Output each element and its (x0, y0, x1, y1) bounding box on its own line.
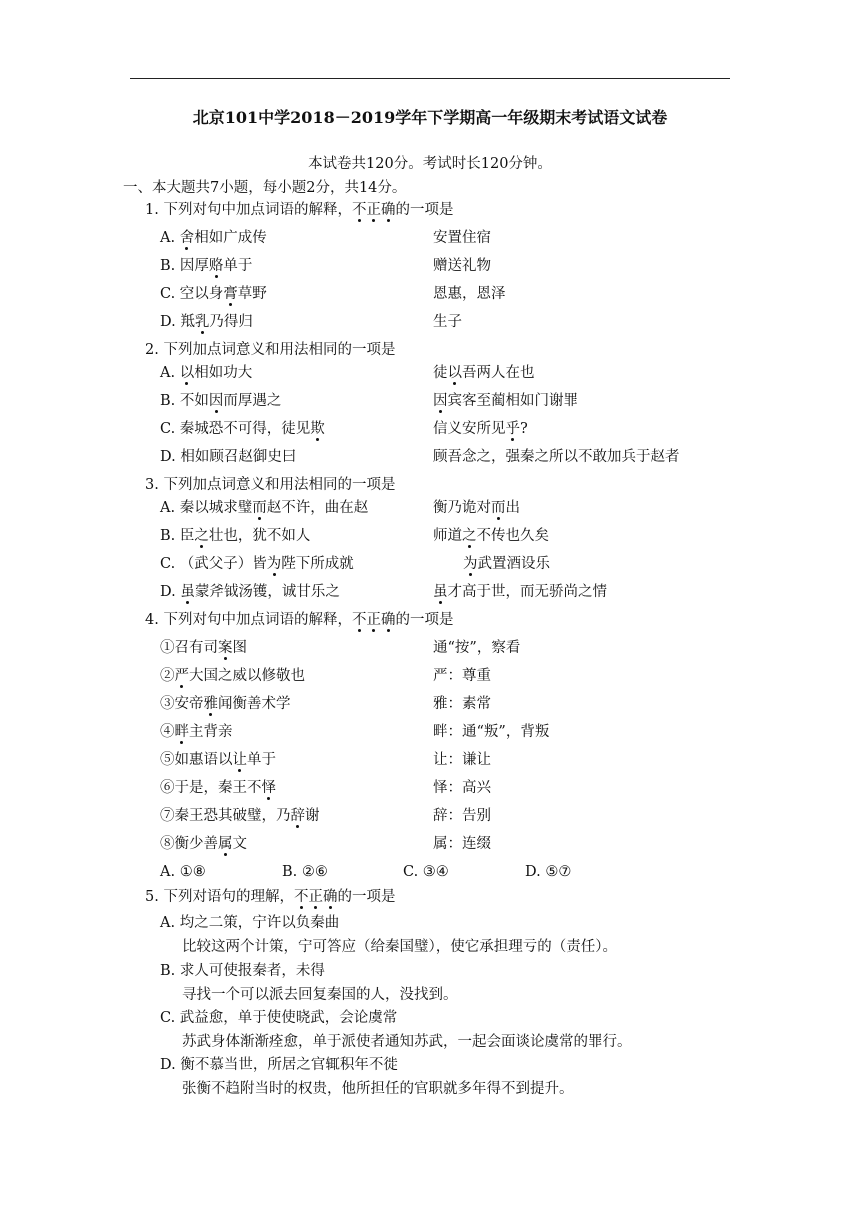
q3-option-a: A. 秦以城求璧而赵不许，曲在赵 (160, 500, 369, 516)
q4-item-3-gloss: 雅：素常 (433, 696, 491, 712)
q1-option-d: D. 羝乳乃得归 (160, 314, 253, 330)
q2-stem: 2. 下列加点词意义和用法相同的一项是 (145, 342, 396, 358)
q1-option-a-gloss: 安置住宿 (433, 230, 491, 246)
q5-option-d-explanation: 张衡不趋附当时的权贵，他所担任的官职就多年得不到提升。 (182, 1081, 574, 1097)
q5-option-d: D. 衡不慕当世，所居之官辄积年不徙 (160, 1057, 398, 1073)
q5-option-a-explanation: 比较这两个计策，宁可答应（给秦国璧），使它承担理亏的（责任）。 (182, 939, 617, 955)
q5-option-c: C. 武益愈，单于使使晓武，会论虞常 (160, 1010, 398, 1026)
q4-item-1: ①召有司案图 (160, 640, 247, 656)
q4-item-1-gloss: 通“按”，察看 (433, 640, 521, 656)
q2-option-a-right: 徒以吾两人在也 (433, 365, 535, 381)
q2-option-c-right: 信义安所见乎? (433, 421, 528, 437)
q1-option-b: B. 因厚赂单于 (160, 258, 253, 274)
q2-option-c: C. 秦城恐不可得，徒见欺 (160, 421, 325, 437)
q4-item-6-gloss: 怿：高兴 (433, 780, 491, 796)
q1-option-b-gloss: 赠送礼物 (433, 258, 491, 274)
exam-note: 本试卷共120分。考试时长120分钟。 (308, 156, 552, 172)
q4-item-8: ⑧衡少善属文 (160, 836, 247, 852)
q3-option-b-right: 师道之不传也久矣 (433, 528, 549, 544)
q3-option-d: D. 虽蒙斧钺汤镬，诚甘乐之 (160, 584, 340, 600)
q3-option-c: C. （武父子）皆为陛下所成就 (160, 556, 354, 572)
page-title: 北京101中学2018－2019学年下学期高一年级期末考试语文试卷 (192, 108, 668, 127)
q4-item-6: ⑥于是，秦王不怿 (160, 780, 276, 796)
q4-stem: 4. 下列对句中加点词语的解释，不正确的一项是 (145, 612, 454, 628)
q4-choice-d: D. ⑤⑦ (525, 864, 572, 880)
q2-option-b-right: 因宾客至蔺相如门谢罪 (433, 393, 578, 409)
q4-item-3: ③安帝雅闻衡善术学 (160, 696, 291, 712)
q4-choice-c: C. ③④ (403, 864, 449, 880)
section-heading: 一、本大题共7小题，每小题2分，共14分。 (123, 180, 407, 196)
q4-item-2-gloss: 严：尊重 (433, 668, 491, 684)
q1-option-d-gloss: 生子 (433, 314, 462, 330)
q4-item-5-gloss: 让：谦让 (433, 752, 491, 768)
top-rule (130, 78, 730, 79)
q4-item-2: ②严大国之威以修敬也 (160, 668, 305, 684)
q1-option-c: C. 空以身膏草野 (160, 286, 267, 302)
q1-option-a: A. 舍相如广成传 (160, 230, 267, 246)
q5-option-b-explanation: 寻找一个可以派去回复秦国的人，没找到。 (182, 987, 458, 1003)
q4-choice-b: B. ②⑥ (282, 864, 328, 880)
q3-option-b: B. 臣之壮也，犹不如人 (160, 528, 311, 544)
q2-option-d-right: 顾吾念之，强秦之所以不敢加兵于赵者 (433, 449, 680, 465)
q5-stem: 5. 下列对语句的理解，不正确的一项是 (145, 889, 396, 905)
q3-stem: 3. 下列加点词意义和用法相同的一项是 (145, 477, 396, 493)
q4-item-4-gloss: 畔：通“叛”，背叛 (433, 724, 550, 740)
q2-option-d: D. 相如顾召赵御史曰 (160, 449, 297, 465)
q5-option-c-explanation: 苏武身体渐渐痊愈，单于派使者通知苏武，一起会面谈论虞常的罪行。 (182, 1034, 632, 1050)
q4-choice-a: A. ①⑧ (160, 864, 206, 880)
q3-option-d-right: 虽才高于世，而无骄尚之情 (433, 584, 607, 600)
q5-option-a: A. 均之二策，宁许以负秦曲 (160, 915, 340, 931)
q2-option-b: B. 不如因而厚遇之 (160, 393, 282, 409)
q3-option-c-right: 为武置酒设乐 (463, 556, 550, 572)
q4-item-7: ⑦秦王恐其破璧，乃辞谢 (160, 808, 320, 824)
q4-item-4: ④畔主背亲 (160, 724, 233, 740)
q1-option-c-gloss: 恩惠，恩泽 (433, 286, 506, 302)
q5-option-b: B. 求人可使报秦者，未得 (160, 963, 325, 979)
q1-stem: 1. 下列对句中加点词语的解释，不正确的一项是 (145, 202, 454, 218)
q4-item-8-gloss: 属：连缀 (433, 836, 491, 852)
q3-option-a-right: 衡乃诡对而出 (433, 500, 520, 516)
q2-option-a: A. 以相如功大 (160, 365, 253, 381)
q4-item-5: ⑤如惠语以让单于 (160, 752, 276, 768)
q4-item-7-gloss: 辞：告别 (433, 808, 491, 824)
